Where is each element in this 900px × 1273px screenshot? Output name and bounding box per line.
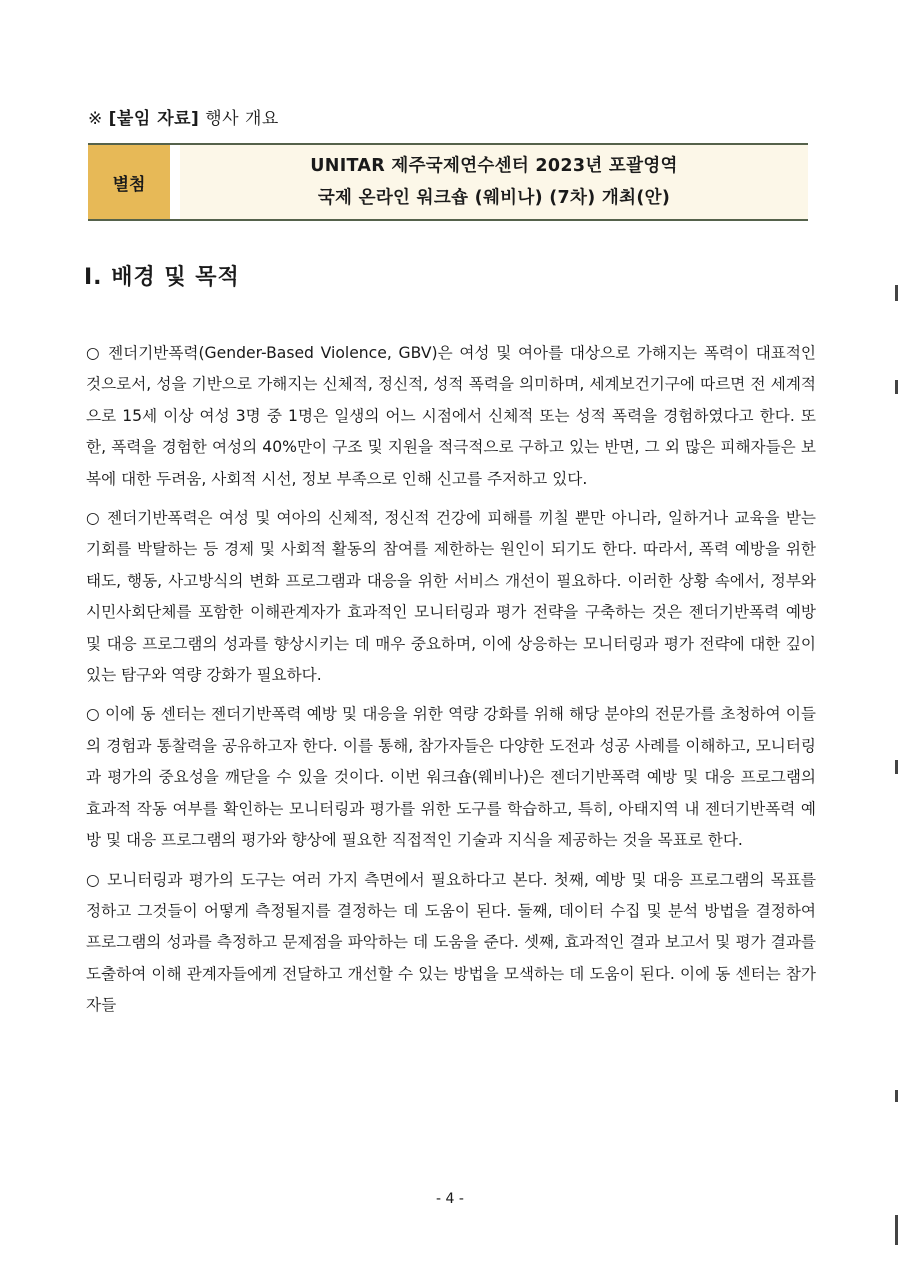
title-line-1: UNITAR 제주국제연수센터 2023년 포괄영역 (310, 156, 678, 176)
edge-mark (895, 1090, 898, 1102)
paragraph-4: ○ 모니터링과 평가의 도구는 여러 가지 측면에서 필요하다고 본다. 첫째, 예방 및 대응 프로그램의 목표를 정하고 그것들이 어떻게 측정될지를 결정하는 데 도움이 된다. 둘째, 데이터 수집 및 분석 방법을 결정하여 프로그램의 성과를 측정하고 문제점을 파악하는 데 도움을 준다. 셋째, 효과적인 결과 보고서 및 평가 결과를 도출하여 이해 관계자들에게 전달하고 개선할 수 있는 방법을 모색하는 데 도움이 된다. 이에 동 센터는 참가자들 (86, 870, 816, 1015)
document-title (180, 145, 808, 219)
edge-mark (895, 760, 898, 774)
appendix-label: 별첨 (88, 145, 180, 219)
edge-mark (895, 380, 898, 394)
reference-mark: ※ (88, 109, 103, 129)
section-heading: I. 배경 및 목적 (84, 265, 240, 290)
edge-mark (895, 285, 898, 301)
edge-mark (895, 1215, 898, 1245)
title-box (88, 143, 808, 221)
attachment-label: [붙임 자료] (108, 109, 200, 129)
attachment-note (88, 104, 279, 129)
page-number: - 4 - (436, 1191, 464, 1207)
attachment-text: 행사 개요 (205, 109, 279, 129)
title-line-2: 국제 온라인 워크숍 (웨비나) (7차) 개최(안) (317, 188, 671, 208)
paragraph-2: ○ 젠더기반폭력은 여성 및 여아의 신체적, 정신적 건강에 피해를 끼칠 뿐만 아니라, 일하거나 교육을 받는 기회를 박탈하는 등 경제 및 사회적 활동의 참여를 제한하는 원인이 되기도 한다. 따라서, 폭력 예방을 위한 태도, 행동, 사고방식의 변화 프로그램과 대응을 위한 서비스 개선이 필요하다. 이러한 상황 속에서, 정부와 시민사회단체를 포함한 이해관계자가 효과적인 모니터링과 평가 전략을 구축하는 것은 젠더기반폭력 예방 및 대응 프로그램의 성과를 향상시키는 데 매우 중요하며, 이에 상응하는 모니터링과 평가 전략에 대한 깊이 있는 탐구와 역량 강화가 필요하다. (86, 509, 816, 685)
section-body (86, 338, 816, 1030)
paragraph-1: ○ 젠더기반폭력(Gender-Based Violence, GBV)은 여성 및 여아를 대상으로 가해지는 폭력이 대표적인 것으로서, 성을 기반으로 가해지는 신체적, 정신적, 성적 폭력을 의미하며, 세계보건기구에 따르면 전 세계적으로 15세 이상 여성 3명 중 1명은 일생의 어느 시점에서 신체적 또는 성적 폭력을 경험하였다고 한다. 또한, 폭력을 경험한 여성의 40%만이 구조 및 지원을 적극적으로 구하고 있는 반면, 그 외 많은 피해자들은 보복에 대한 두려움, 사회적 시선, 정보 부족으로 인해 신고를 주저하고 있다. (86, 344, 816, 488)
paragraph-3: ○ 이에 동 센터는 젠더기반폭력 예방 및 대응을 위한 역량 강화를 위해 해당 분야의 전문가를 초청하여 이들의 경험과 통찰력을 공유하고자 한다. 이를 통해, 참가자들은 다양한 도전과 성공 사례를 이해하고, 모니터링과 평가의 중요성을 깨닫을 수 있을 것이다. 이번 워크숍(웨비나)은 젠더기반폭력 예방 및 대응 프로그램의 효과적 작동 여부를 확인하는 모니터링과 평가를 위한 도구를 학습하고, 특히, 아태지역 내 젠더기반폭력 예방 및 대응 프로그램의 평가와 향상에 필요한 직접적인 기술과 지식을 제공하는 것을 목표로 한다. (86, 705, 816, 850)
